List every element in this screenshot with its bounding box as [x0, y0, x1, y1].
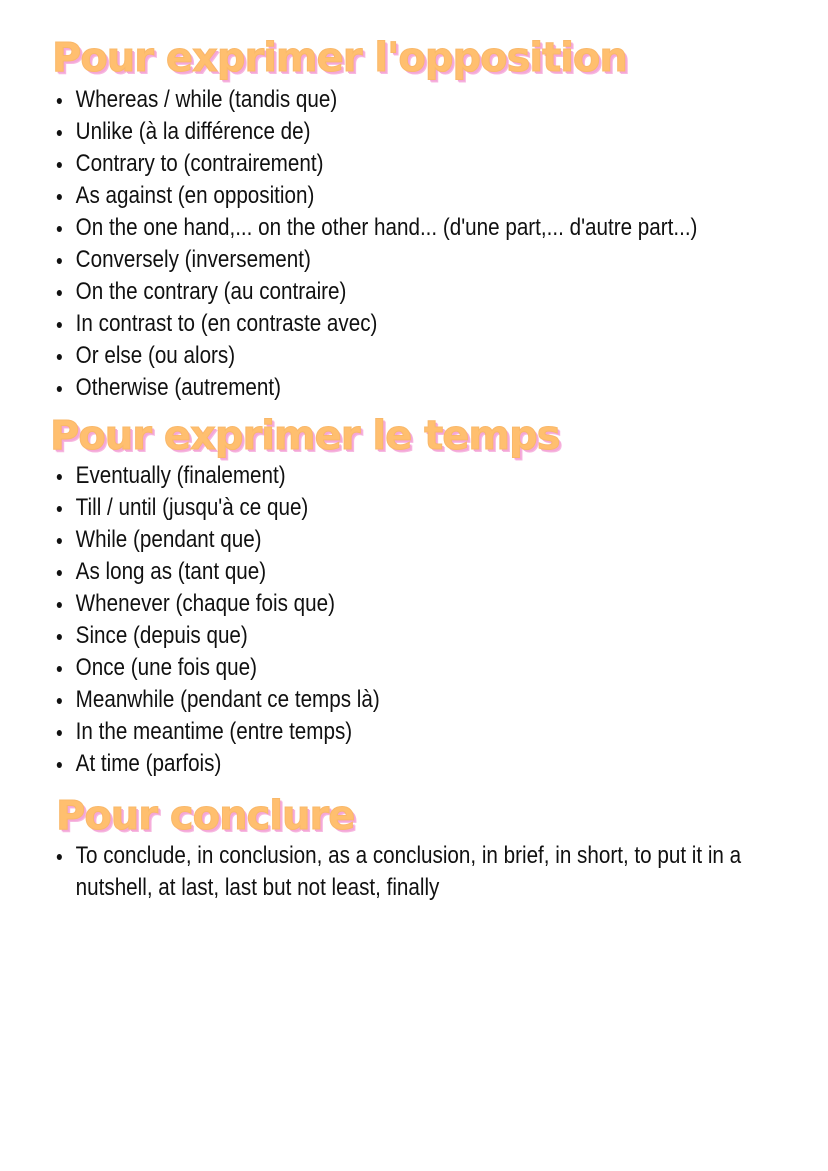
bullet-icon — [57, 474, 62, 480]
bullet-icon — [57, 698, 62, 704]
bullet-icon — [57, 290, 62, 296]
list-item: Otherwise (autrement) — [0, 372, 712, 404]
conclure-list — [0, 840, 828, 904]
section-opposition — [0, 35, 828, 404]
list-item: Once (une fois que) — [0, 652, 712, 684]
list-item: Whereas / while (tandis que) — [0, 84, 712, 116]
list-item: As against (en opposition) — [0, 180, 712, 212]
bullet-icon — [57, 258, 62, 264]
section-temps — [0, 413, 828, 780]
bullet-icon — [57, 386, 62, 392]
section-conclure — [0, 793, 828, 904]
temps-list — [0, 460, 828, 780]
list-item: As long as (tant que) — [0, 556, 712, 588]
bullet-icon — [57, 226, 62, 232]
bullet-icon — [57, 538, 62, 544]
bullet-icon — [57, 762, 62, 768]
list-item: Till / until (jusqu'à ce que) — [0, 492, 712, 524]
bullet-icon — [57, 194, 62, 200]
list-item: Or else (ou alors) — [0, 340, 712, 372]
list-item: To conclude, in conclusion, as a conclusion, in brief, in short, to put it in a nutshell, at last, last but not least, finally — [0, 840, 781, 904]
list-item: Unlike (à la différence de) — [0, 116, 712, 148]
bullet-icon — [57, 854, 62, 860]
bullet-icon — [57, 730, 62, 736]
bullet-icon — [57, 506, 62, 512]
list-item: In the meantime (entre temps) — [0, 716, 712, 748]
list-item: Whenever (chaque fois que) — [0, 588, 712, 620]
bullet-icon — [57, 130, 62, 136]
bullet-icon — [57, 570, 62, 576]
bullet-icon — [57, 162, 62, 168]
list-item: While (pendant que) — [0, 524, 712, 556]
bullet-icon — [57, 354, 62, 360]
opposition-list — [0, 84, 828, 404]
list-item: On the one hand,... on the other hand... (d'une part,... d'autre part...) — [0, 212, 712, 244]
bullet-icon — [57, 602, 62, 608]
list-item: Conversely (inversement) — [0, 244, 712, 276]
list-item: At time (parfois) — [0, 748, 712, 780]
section-title-temps: Pour exprimer le temps — [50, 413, 560, 459]
list-item: Eventually (finalement) — [0, 460, 712, 492]
list-item: Contrary to (contrairement) — [0, 148, 712, 180]
list-item: On the contrary (au contraire) — [0, 276, 712, 308]
bullet-icon — [57, 634, 62, 640]
list-item: Since (depuis que) — [0, 620, 712, 652]
list-item: Meanwhile (pendant ce temps là) — [0, 684, 712, 716]
bullet-icon — [57, 666, 62, 672]
list-item: In contrast to (en contraste avec) — [0, 308, 712, 340]
section-title-conclure: Pour conclure — [56, 793, 355, 839]
bullet-icon — [57, 322, 62, 328]
section-title-opposition: Pour exprimer l'opposition — [52, 35, 627, 81]
bullet-icon — [57, 98, 62, 104]
